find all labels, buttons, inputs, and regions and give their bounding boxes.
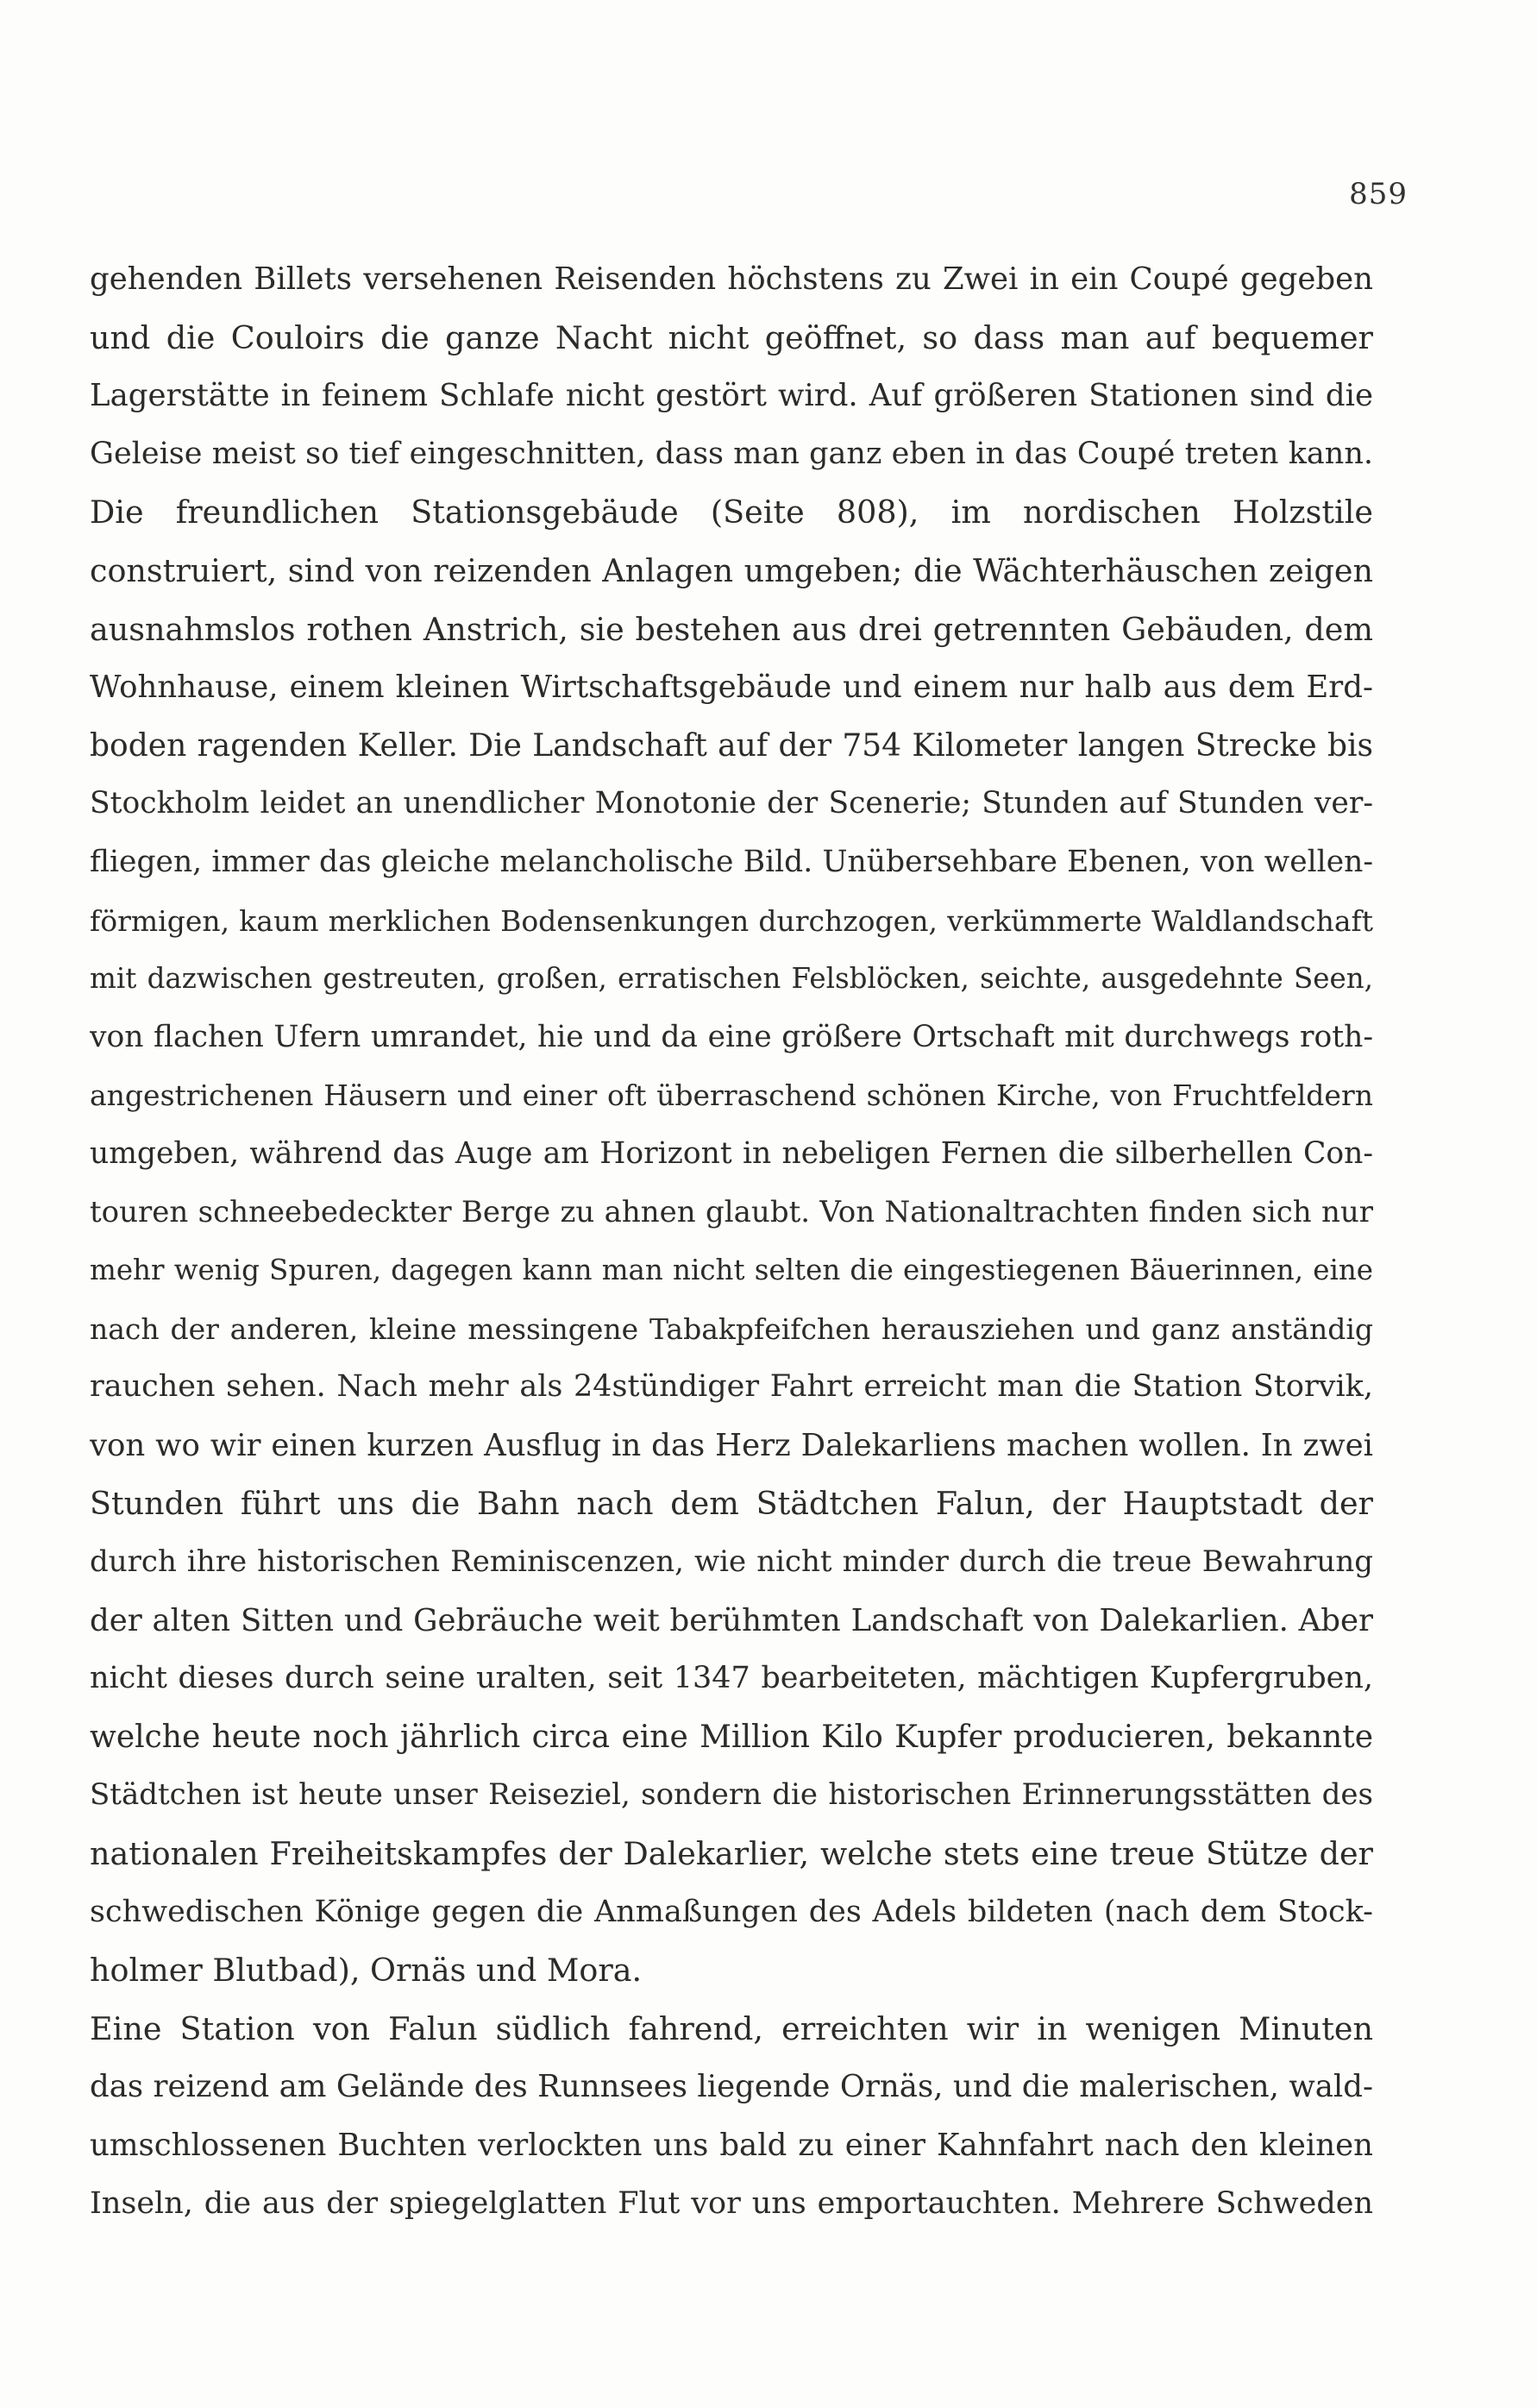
body-text [90,250,1373,2233]
text-line: nach der anderen, kleine messingene Tabakpfeifchen herausziehen und ganz anständig [90,1311,1373,1346]
text-line: rauchen sehen. Nach mehr als 24stündiger Fahrt erreicht man die Station Storvik, [90,1369,1373,1405]
text-line: Wohnhause, einem kleinen Wirtschaftsgebäude und einem nur halb aus dem Erd- [90,670,1373,706]
text-line: förmigen, kaum merklichen Bodensenkungen durchzogen, verkümmerte Waldlandschaft [90,903,1373,938]
text-line: schwedischen Könige gegen die Anmaßungen des Adels bildeten (nach dem Stock- [90,1894,1373,1929]
text-line: von flachen Ufern umrandet, hie und da eine größere Ortschaft mit durchwegs roth- [90,1019,1373,1054]
page-number: 859 [1349,177,1408,211]
text-line: Die freundlichen Stationsgebäude (Seite 808), im nordischen Holzstile [90,494,1373,531]
text-line: angestrichenen Häusern und einer oft überraschend schönen Kirche, von Fruchtfeldern [90,1078,1373,1113]
text-line: umgeben, während das Auge am Horizont in nebeligen Fernen die silberhellen Con- [90,1135,1373,1171]
text-line: construiert, sind von reizenden Anlagen umgeben; die Wächterhäuschen zeigen [90,551,1373,589]
text-line: mit dazwischen gestreuten, großen, erratischen Felsblöcken, seichte, ausgedehnte Seen, [90,962,1373,996]
text-line: und die Couloirs die ganze Nacht nicht geöffnet, so dass man auf bequemer [90,318,1373,356]
text-line: fliegen, immer das gleiche melancholische Bild. Unübersehbare Ebenen, von wellen- [90,844,1373,879]
text-line: nationalen Freiheitskampfes der Dalekarlier, welche stets eine treue Stütze der [90,1835,1373,1873]
text-line: gehenden Billets versehenen Reisenden höchstens zu Zwei in ein Coupé gegeben [90,261,1373,297]
text-line: durch ihre historischen Reminiscenzen, wie nicht minder durch die treue Bewahrung [90,1544,1373,1580]
text-line: Inseln, die aus der spiegelglatten Flut vor uns emportauchten. Mehrere Schweden [90,2185,1373,2221]
text-line: Stunden führt uns die Bahn nach dem Städtchen Falun, der Hauptstadt der [90,1485,1373,1523]
text-line: welche heute noch jährlich circa eine Million Kilo Kupfer producieren, bekannte [90,1719,1373,1755]
text-line: das reizend am Gelände des Runnsees liegende Ornäs, und die malerischen, wald- [90,2069,1373,2105]
text-line: Stockholm leidet an unendlicher Monotonie der Scenerie; Stunden auf Stunden ver- [90,786,1373,821]
text-line: Lagerstätte in feinem Schlafe nicht gestört wird. Auf größeren Stationen sind die [90,378,1373,414]
text-line: nicht dieses durch seine uralten, seit 1347 bearbeiteten, mächtigen Kupfergruben, [90,1661,1373,1696]
text-line: mehr wenig Spuren, dagegen kann man nicht selten die eingestiegenen Bäuerinnen, eine [90,1254,1373,1287]
text-line: Geleise meist so tief eingeschnitten, dass man ganz eben in das Coupé treten kann. [90,436,1373,471]
text-line: von wo wir einen kurzen Ausflug in das Herz Dalekarliens machen wollen. In zwei [90,1427,1373,1463]
text-line: der alten Sitten und Gebräuche weit berühmten Landschaft von Dalekarlien. Aber [90,1602,1373,1638]
text-line: touren schneebedeckter Berge zu ahnen glaubt. Von Nationaltrachten finden sich nur [90,1194,1373,1229]
text-line: holmer Blutbad), Ornäs und Mora. [90,1952,643,1990]
text-line: Eine Station von Falun südlich fahrend, erreichten wir in wenigen Minuten [90,2009,1373,2047]
text-line: Städtchen ist heute unser Reiseziel, sondern die historischen Erinnerungsstätten des [90,1777,1373,1813]
text-line: ausnahmslos rothen Anstrich, sie bestehen aus drei getrennten Gebäuden, dem [90,610,1373,648]
text-line: boden ragenden Keller. Die Landschaft auf der 754 Kilometer langen Strecke bis [90,727,1373,764]
text-line: umschlossenen Buchten verlockten uns bald zu einer Kahnfahrt nach den kleinen [90,2128,1373,2163]
